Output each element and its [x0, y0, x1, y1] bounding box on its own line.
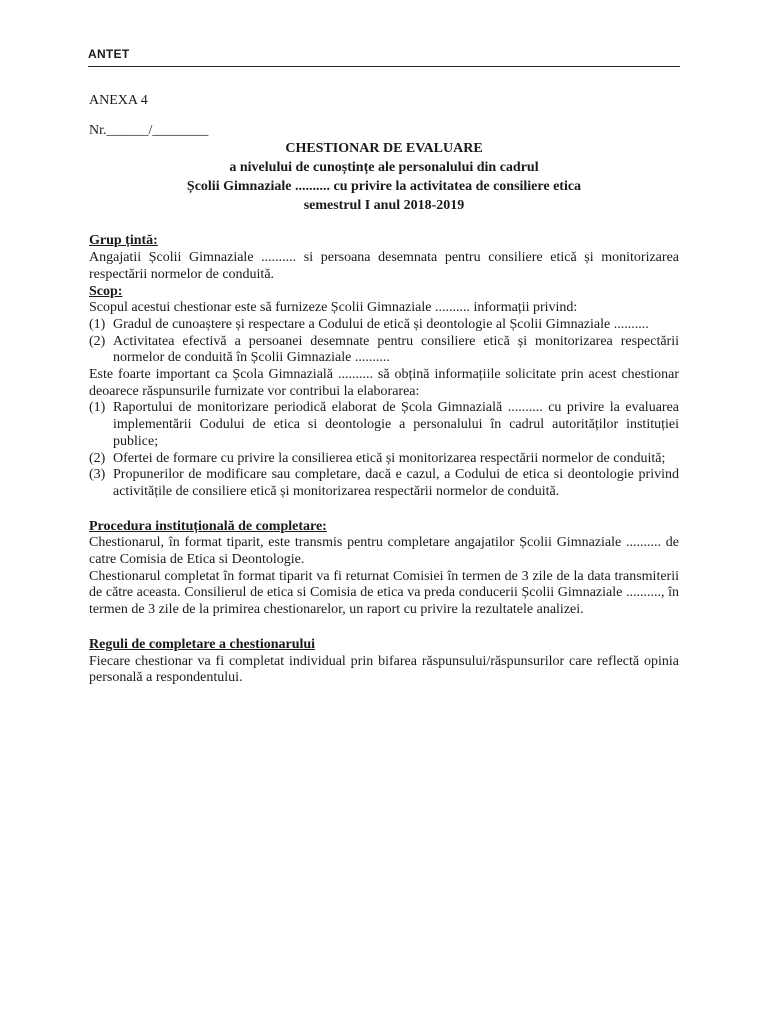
rules-paragraph: Fiecare chestionar va fi completat individual prin bifarea răspunsului/răspunsurilor care reflectă opinia personală a respondentului. [89, 653, 679, 686]
target-group-heading: Grup țintă: [89, 233, 158, 249]
procedure-paragraph-2: Chestionarul completat în format tiparit va fi returnat Comisiei în termen de 3 zile de la data transmiterii de către aceasta. Consilierul de etica si Comisia de etica va preda conducerii Școlii Gimnaziale .........., în termen de 3 zile de la primirea chestionarelor, un raport cu privire la rezultatele analizei. [89, 568, 679, 618]
document-body [89, 93, 679, 687]
title-line-4: semestrul I anul 2018-2019 [303, 198, 465, 214]
target-group-text: Angajatii Școlii Gimnaziale .......... si persoana desemnata pentru consiliere etică și monitorizarea respectării normelor de conduită. [89, 250, 679, 282]
procedure-paragraph-1: Chestionarul, în format tiparit, este transmis pentru completare angajatilor Școlii Gimnaziale .......... de catre Comisia de Etica si Deontologie. [89, 535, 679, 568]
title-line-1: CHESTIONAR DE EVALUARE [285, 141, 483, 157]
scope-intro-2: Este foarte important ca Școla Gimnazială .......... să obțină informațiile solicitate prin acest chestionar deoarece răspunsurile furnizate vor contribui la elaborarea: [89, 367, 679, 399]
header-antet: ANTET [88, 47, 130, 61]
rules-heading: Reguli de completare a chestionarului [89, 636, 316, 652]
annex-label: ANEXA 4 [89, 93, 148, 108]
list-item: (1) Gradul de cunoaștere și respectare a Codului de etică și deontologie al Școlii Gimnaziale .......... [89, 316, 649, 332]
list-item: (3) Propunerilor de modificare sau completare, dacă e cazul, a Codului de etica si deontologie privind activitățile de consiliere etică și monitorizarea respectării normelor de conduită. [89, 467, 679, 499]
scope-intro: Scopul acestui chestionar este să furnizeze Școlii Gimnaziale .......... informații privind: [89, 300, 578, 316]
document-title [89, 139, 679, 215]
procedure-heading: Procedura instituțională de completare: [89, 518, 327, 534]
header-rule [88, 66, 680, 67]
registration-number: Nr.______/________ [89, 122, 209, 138]
list-item: (2) Ofertei de formare cu privire la consilierea etică și monitorizarea respectării normelor de conduită; [89, 450, 666, 466]
scope-heading: Scop: [89, 283, 123, 299]
title-line-2: a nivelului de cunoștințe ale personalului din cadrul [229, 160, 539, 176]
list-item: (1) Raportului de monitorizare periodică elaborat de Școla Gimnazială .......... cu privire la evaluarea implementării Codului de etica si deontologie a personalului în cadrul autorităților instituției publice; [89, 400, 679, 449]
title-line-3: Școlii Gimnaziale .......... cu privire la activitatea de consiliere etica [186, 179, 582, 195]
list-item: (2) Activitatea efectivă a persoanei desemnate pentru consiliere etică și monitorizarea respectării normelor de conduită în Școlii Gimnaziale .......... [89, 333, 679, 366]
